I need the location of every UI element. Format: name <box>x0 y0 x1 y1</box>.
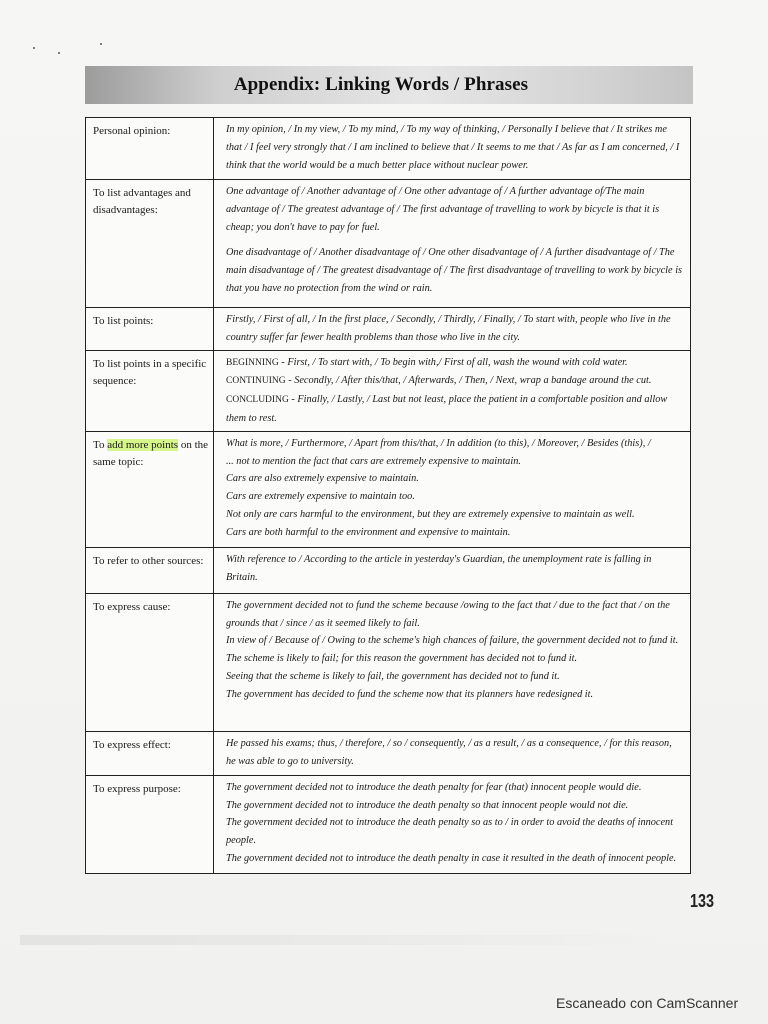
linking-words-table <box>85 117 691 874</box>
sequence-tag: BEGINNING <box>226 357 279 368</box>
sequence-tag: CONTINUING <box>226 376 286 387</box>
example-line: With reference to / According to the article in yesterday's Guardian, the unemployment rate is falling in Britain. <box>226 553 652 583</box>
example-line: The government has decided to fund the scheme now that its planners have redesigned it. <box>226 688 594 700</box>
scan-speck <box>58 52 60 54</box>
row-label <box>86 431 214 547</box>
row-content <box>214 731 691 775</box>
sequence-text: - Secondly, / After this/that, / Afterwards, / Then, / Next, wrap a bandage around the cut. <box>285 375 652 387</box>
example-line: The government decided not to fund the scheme because /owing to the fact that / due to the fact that / on the grounds that / since / as it seemed likely to fail. <box>226 599 670 629</box>
title-band <box>85 66 693 104</box>
scan-speck <box>33 47 35 49</box>
row-label: To express purpose: <box>86 775 214 873</box>
example-line: One disadvantage of / Another disadvantage of / One other disadvantage of / A further disadvantage of / The main disadvantage of / The greatest disadvantage of / The first disadvantage of travelling to work by bicycle is that you have no protection from the wind or rain. <box>226 247 683 294</box>
table-row <box>86 180 691 308</box>
sequence-text: - Finally, / Lastly, / Last but not least, place the patient in a comfortable position and allow them to rest. <box>226 394 668 424</box>
row-content <box>214 593 691 731</box>
row-content <box>214 350 691 431</box>
example-line: ... not to mention the fact that cars are extremely expensive to maintain. <box>226 455 521 467</box>
label-prefix: To <box>93 438 108 451</box>
example-line: Cars are extremely expensive to maintain too. <box>226 491 415 503</box>
example-line: In my opinion, / In my view, / To my mind, / To my way of thinking, / Personally I believe that / It strikes me that / I feel very strongly that / I am inclined to believe that / It seems to me that / As far as I am concerned, / I think that the world would be a much better place without nuclear power. <box>226 124 680 171</box>
row-content <box>214 118 691 180</box>
table-row <box>86 731 691 775</box>
row-label: Personal opinion: <box>86 118 214 180</box>
example-line: He passed his exams; thus, / therefore, / so / consequently, / as a result, / as a consequence, / for this reason, he was able to go to university. <box>226 737 672 767</box>
example-line: The government decided not to introduce the death penalty so that innocent people would not die. <box>226 799 629 811</box>
row-label: To express effect: <box>86 731 214 775</box>
sequence-line <box>226 391 684 428</box>
table-row <box>86 593 691 731</box>
page-number: 133 <box>690 891 715 911</box>
example-line: In view of / Because of / Owing to the scheme's high chances of failure, the government decided not to fund it. <box>226 635 679 647</box>
example-line: Firstly, / First of all, / In the first place, / Secondly, / Thirdly, / Finally, / To start with, people who live in the country suffer far fewer health problems than those who live in the city. <box>226 314 671 343</box>
row-label: To express cause: <box>86 593 214 731</box>
example-line: Not only are cars harmful to the environment, but they are extremely expensive to maintain as well. <box>226 508 635 520</box>
row-content <box>214 308 691 351</box>
row-content <box>214 431 691 547</box>
table-row <box>86 431 691 547</box>
row-content <box>214 180 691 308</box>
table-row <box>86 350 691 431</box>
row-label: To list points: <box>86 308 214 351</box>
highlighted-label: add more points <box>107 438 179 451</box>
example-line: The government decided not to introduce the death penalty for fear (that) innocent people would die. <box>226 781 642 793</box>
row-content <box>214 547 691 593</box>
row-label: To list advantages and disadvantages: <box>86 180 214 308</box>
example-line: Seeing that the scheme is likely to fail, the government has decided not to fund it. <box>226 670 560 682</box>
table-row <box>86 118 691 180</box>
scanner-watermark: Escaneado con CamScanner <box>556 995 739 1011</box>
sequence-line <box>226 354 684 373</box>
label-suffix: on the same topic: <box>93 438 209 468</box>
example-line: Cars are also extremely expensive to maintain. <box>226 473 419 485</box>
row-content <box>214 775 691 873</box>
table-row <box>86 308 691 351</box>
table-row <box>86 547 691 593</box>
example-line: The scheme is likely to fail; for this reason the government has decided not to fund it. <box>226 653 578 665</box>
example-line: The government decided not to introduce the death penalty so as to / in order to avoid the deaths of innocent people. <box>226 817 674 847</box>
sequence-tag: CONCLUDING <box>226 395 289 406</box>
page-title: Appendix: Linking Words / Phrases <box>233 74 529 95</box>
scan-speck <box>100 43 102 45</box>
sequence-text: - First, / To start with, / To begin with,/ First of all, wash the wound with cold water. <box>278 356 628 368</box>
example-line: Cars are both harmful to the environment and expensive to maintain. <box>226 526 511 538</box>
sequence-line <box>226 372 684 391</box>
example-line: One advantage of / Another advantage of / One other advantage of / A further advantage of/The main advantage of / The greatest advantage of / The first advantage of travelling to work by bicycle is that it is cheap; you don't have to pay for fuel. <box>226 186 660 233</box>
scan-shadow <box>20 935 670 945</box>
example-line: What is more, / Furthermore, / Apart from this/that, / In addition (to this), / Moreover, / Besides (this), / <box>226 437 651 449</box>
table-row <box>86 775 691 873</box>
row-label: To list points in a specific sequence: <box>86 350 214 431</box>
example-line: The government decided not to introduce the death penalty in case it resulted in the death of innocent people. <box>226 852 677 864</box>
row-label: To refer to other sources: <box>86 547 214 593</box>
